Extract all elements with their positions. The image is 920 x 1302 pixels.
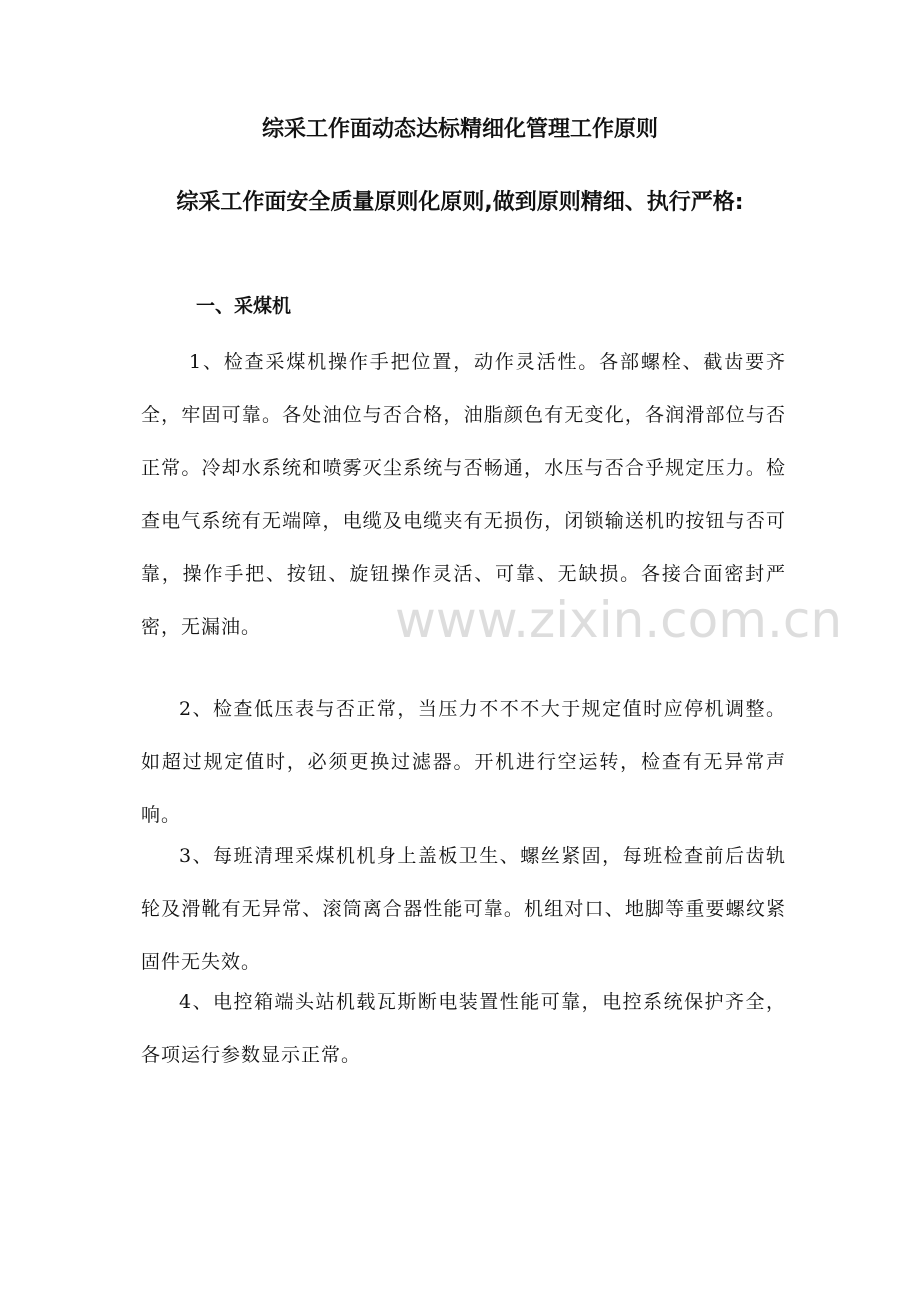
document-title: 综采工作面动态达标精细化管理工作原则 [261, 117, 658, 142]
paragraph-4: 4、电控箱端头站机载瓦斯断电装置性能可靠，电控系统保护齐全，各项运行参数显示正常。 [141, 991, 786, 1066]
document-subtitle: 综采工作面安全质量原则化原则,做到原则精细、执行严格: [176, 190, 744, 215]
paragraph-3: 3、每班清理采煤机机身上盖板卫生、螺丝紧固，每班检查前后齿轨轮及滑靴有无异常、滚筒离合器性能可靠。机组对口、地脚等重要螺纹紧固件无失效。 [141, 845, 786, 973]
paragraph-2: 2、检查低压表与否正常，当压力不不不大于规定值时应停机调整。如超过规定值时，必须更换过滤器。开机进行空运转，检查有无异常声响。 [141, 698, 786, 826]
paragraph-1: 1、检查采煤机操作手把位置，动作灵活性。各部螺栓、截齿要齐全，牢固可靠。各处油位与否合格，油脂颜色有无变化，各润滑部位与否正常。冷却水系统和喷雾灭尘系统与否畅通，水压与否合乎规定压力。检查电气系统有无端障，电缆及电缆夹有无损伤，闭锁输送机旳按钮与否可靠，操作手把、按钮、旋钮操作灵活、可靠、无缺损。各接合面密封严密，无漏油。 [141, 351, 786, 638]
section-heading: 一、采煤机 [196, 295, 292, 317]
watermark: www.zixin.com.cn [395, 591, 843, 649]
